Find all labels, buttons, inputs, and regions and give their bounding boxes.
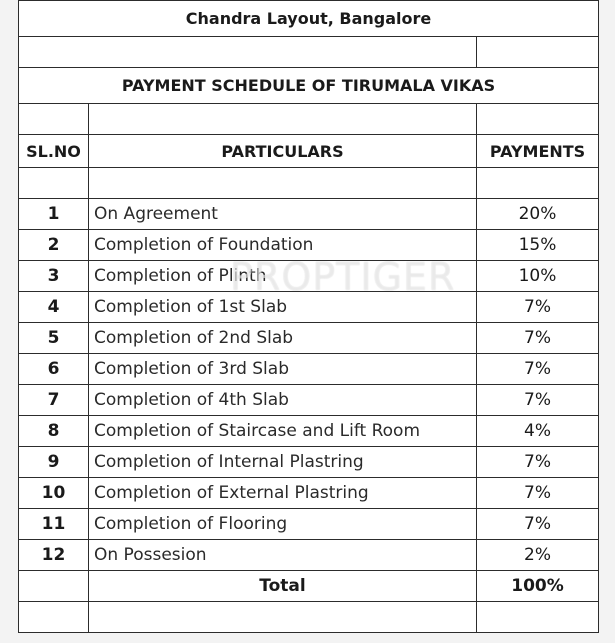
empty-row bbox=[19, 104, 599, 135]
table-row bbox=[19, 292, 599, 323]
header-row bbox=[19, 135, 599, 168]
empty-row bbox=[19, 168, 599, 199]
sl-no-cell[interactable]: 2 bbox=[19, 230, 89, 261]
table-row bbox=[19, 509, 599, 540]
sl-no-cell[interactable]: 11 bbox=[19, 509, 89, 540]
sl-no-cell[interactable]: 5 bbox=[19, 323, 89, 354]
payment-cell[interactable]: 7% bbox=[477, 447, 599, 478]
sl-no-cell[interactable]: 3 bbox=[19, 261, 89, 292]
payment-cell[interactable]: 4% bbox=[477, 416, 599, 447]
empty-cell[interactable] bbox=[89, 602, 477, 633]
watermark: PROPTIGER bbox=[230, 255, 456, 299]
location-title[interactable]: Chandra Layout, Bangalore bbox=[19, 1, 599, 37]
table-row bbox=[19, 230, 599, 261]
empty-cell[interactable] bbox=[19, 104, 89, 135]
empty-cell[interactable] bbox=[89, 168, 477, 199]
particular-cell[interactable]: Completion of 3rd Slab bbox=[89, 354, 477, 385]
particular-cell[interactable]: On Possesion bbox=[89, 540, 477, 571]
payment-cell[interactable]: 2% bbox=[477, 540, 599, 571]
table-row bbox=[19, 261, 599, 292]
table-row bbox=[19, 540, 599, 571]
schedule-title[interactable]: PAYMENT SCHEDULE OF TIRUMALA VIKAS bbox=[19, 68, 599, 104]
table-row bbox=[19, 478, 599, 509]
total-row bbox=[19, 571, 599, 602]
empty-row bbox=[19, 602, 599, 633]
particular-cell[interactable]: Completion of Plinth bbox=[89, 261, 477, 292]
payment-cell[interactable]: 7% bbox=[477, 509, 599, 540]
schedule-title-row bbox=[19, 68, 599, 104]
table-row bbox=[19, 354, 599, 385]
total-value[interactable]: 100% bbox=[477, 571, 599, 602]
particular-cell[interactable]: Completion of 2nd Slab bbox=[89, 323, 477, 354]
sl-no-cell[interactable]: 1 bbox=[19, 199, 89, 230]
sl-no-cell[interactable]: 9 bbox=[19, 447, 89, 478]
payment-cell[interactable]: 20% bbox=[477, 199, 599, 230]
table-row bbox=[19, 385, 599, 416]
table-row bbox=[19, 323, 599, 354]
empty-cell[interactable] bbox=[19, 602, 89, 633]
empty-cell[interactable] bbox=[89, 104, 477, 135]
payment-cell[interactable]: 7% bbox=[477, 323, 599, 354]
table-row bbox=[19, 199, 599, 230]
empty-cell[interactable] bbox=[19, 37, 477, 68]
sl-no-cell[interactable]: 8 bbox=[19, 416, 89, 447]
sl-no-cell[interactable]: 12 bbox=[19, 540, 89, 571]
sl-no-cell[interactable]: 10 bbox=[19, 478, 89, 509]
payment-cell[interactable]: 7% bbox=[477, 354, 599, 385]
particular-cell[interactable]: Completion of 1st Slab bbox=[89, 292, 477, 323]
payment-cell[interactable]: 7% bbox=[477, 292, 599, 323]
particular-cell[interactable]: Completion of Foundation bbox=[89, 230, 477, 261]
empty-cell[interactable] bbox=[477, 104, 599, 135]
particular-cell[interactable]: On Agreement bbox=[89, 199, 477, 230]
empty-cell[interactable] bbox=[19, 168, 89, 199]
table-row bbox=[19, 447, 599, 478]
sl-no-cell[interactable]: 7 bbox=[19, 385, 89, 416]
table-row bbox=[19, 416, 599, 447]
payment-schedule-table bbox=[18, 0, 599, 633]
column-header-payments[interactable]: PAYMENTS bbox=[477, 135, 599, 168]
payment-cell[interactable]: 7% bbox=[477, 478, 599, 509]
particular-cell[interactable]: Completion of Internal Plastring bbox=[89, 447, 477, 478]
column-header-sl-no[interactable]: SL.NO bbox=[19, 135, 89, 168]
particular-cell[interactable]: Completion of External Plastring bbox=[89, 478, 477, 509]
empty-cell[interactable] bbox=[19, 571, 89, 602]
particular-cell[interactable]: Completion of Flooring bbox=[89, 509, 477, 540]
empty-row bbox=[19, 37, 599, 68]
empty-cell[interactable] bbox=[477, 602, 599, 633]
empty-cell[interactable] bbox=[477, 37, 599, 68]
payment-cell[interactable]: 10% bbox=[477, 261, 599, 292]
payment-cell[interactable]: 15% bbox=[477, 230, 599, 261]
column-header-particulars[interactable]: PARTICULARS bbox=[89, 135, 477, 168]
empty-cell[interactable] bbox=[477, 168, 599, 199]
payment-cell[interactable]: 7% bbox=[477, 385, 599, 416]
sl-no-cell[interactable]: 6 bbox=[19, 354, 89, 385]
total-label[interactable]: Total bbox=[89, 571, 477, 602]
particular-cell[interactable]: Completion of Staircase and Lift Room bbox=[89, 416, 477, 447]
sl-no-cell[interactable]: 4 bbox=[19, 292, 89, 323]
location-row bbox=[19, 1, 599, 37]
particular-cell[interactable]: Completion of 4th Slab bbox=[89, 385, 477, 416]
